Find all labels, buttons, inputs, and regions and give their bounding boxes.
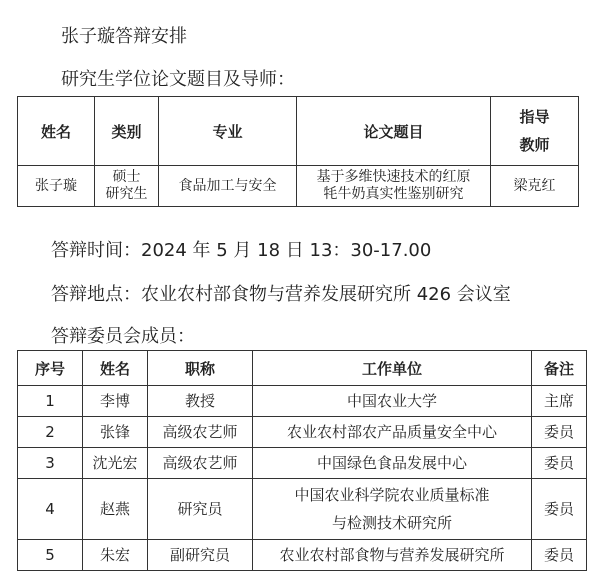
member-title: 研究员	[148, 479, 253, 540]
table-header-row	[18, 351, 587, 386]
member-note: 委员	[532, 479, 587, 540]
table-row	[18, 386, 587, 417]
advisor-name: 梁克红	[491, 166, 579, 207]
member-note: 委员	[532, 448, 587, 479]
table-row	[18, 417, 587, 448]
student-category	[95, 166, 159, 207]
member-org: 农业农村部食物与营养发展研究所	[253, 540, 532, 571]
member-name: 朱宏	[83, 540, 148, 571]
table-row	[18, 479, 587, 540]
header-name: 姓名	[18, 97, 95, 166]
table-row	[18, 448, 587, 479]
thesis-table	[17, 96, 579, 207]
page-title: 张子璇答辩安排	[61, 26, 187, 47]
member-no: 1	[18, 386, 83, 417]
member-org: 中国绿色食品发展中心	[253, 448, 532, 479]
member-org: 中国农业大学	[253, 386, 532, 417]
committee-table	[17, 350, 587, 571]
member-no: 2	[18, 417, 83, 448]
member-org-line2: 与检测技术研究所	[331, 514, 452, 532]
member-note: 主席	[532, 386, 587, 417]
defense-time: 答辩时间：2024 年 5 月 18 日 13：30-17.00	[51, 240, 432, 261]
member-no: 4	[18, 479, 83, 540]
header-major: 专业	[159, 97, 297, 166]
member-org-line1: 中国农业科学院农业质量标准	[294, 486, 490, 504]
student-name: 张子璇	[18, 166, 95, 207]
header-name: 姓名	[83, 351, 148, 386]
member-name: 沈光宏	[83, 448, 148, 479]
header-advisor	[491, 97, 579, 166]
thesis-topic	[297, 166, 491, 207]
member-no: 5	[18, 540, 83, 571]
member-title: 高级农艺师	[148, 417, 253, 448]
table-row	[18, 166, 579, 207]
member-name: 赵燕	[83, 479, 148, 540]
header-org: 工作单位	[253, 351, 532, 386]
header-advisor-line1: 指导	[519, 108, 550, 126]
member-note: 委员	[532, 417, 587, 448]
header-note: 备注	[532, 351, 587, 386]
category-line1: 硕士	[112, 169, 141, 185]
topic-line2: 牦牛奶真实性鉴别研究	[323, 186, 464, 202]
thesis-section-heading: 研究生学位论文题目及导师：	[61, 69, 295, 90]
header-advisor-line2: 教师	[519, 136, 550, 154]
member-title: 教授	[148, 386, 253, 417]
defense-place: 答辩地点：农业农村部食物与营养发展研究所 426 会议室	[51, 284, 511, 305]
member-title: 副研究员	[148, 540, 253, 571]
category-line2: 研究生	[105, 186, 148, 202]
member-org: 农业农村部农产品质量安全中心	[253, 417, 532, 448]
header-title: 职称	[148, 351, 253, 386]
member-title: 高级农艺师	[148, 448, 253, 479]
header-topic: 论文题目	[297, 97, 491, 166]
member-name: 张锋	[83, 417, 148, 448]
header-category: 类别	[95, 97, 159, 166]
topic-line1: 基于多维快速技术的红原	[316, 169, 471, 185]
member-no: 3	[18, 448, 83, 479]
member-name: 李博	[83, 386, 148, 417]
member-org	[253, 479, 532, 540]
header-no: 序号	[18, 351, 83, 386]
member-note: 委员	[532, 540, 587, 571]
table-row	[18, 540, 587, 571]
table-header-row	[18, 97, 579, 166]
committee-heading: 答辩委员会成员：	[51, 326, 195, 347]
student-major: 食品加工与安全	[159, 166, 297, 207]
